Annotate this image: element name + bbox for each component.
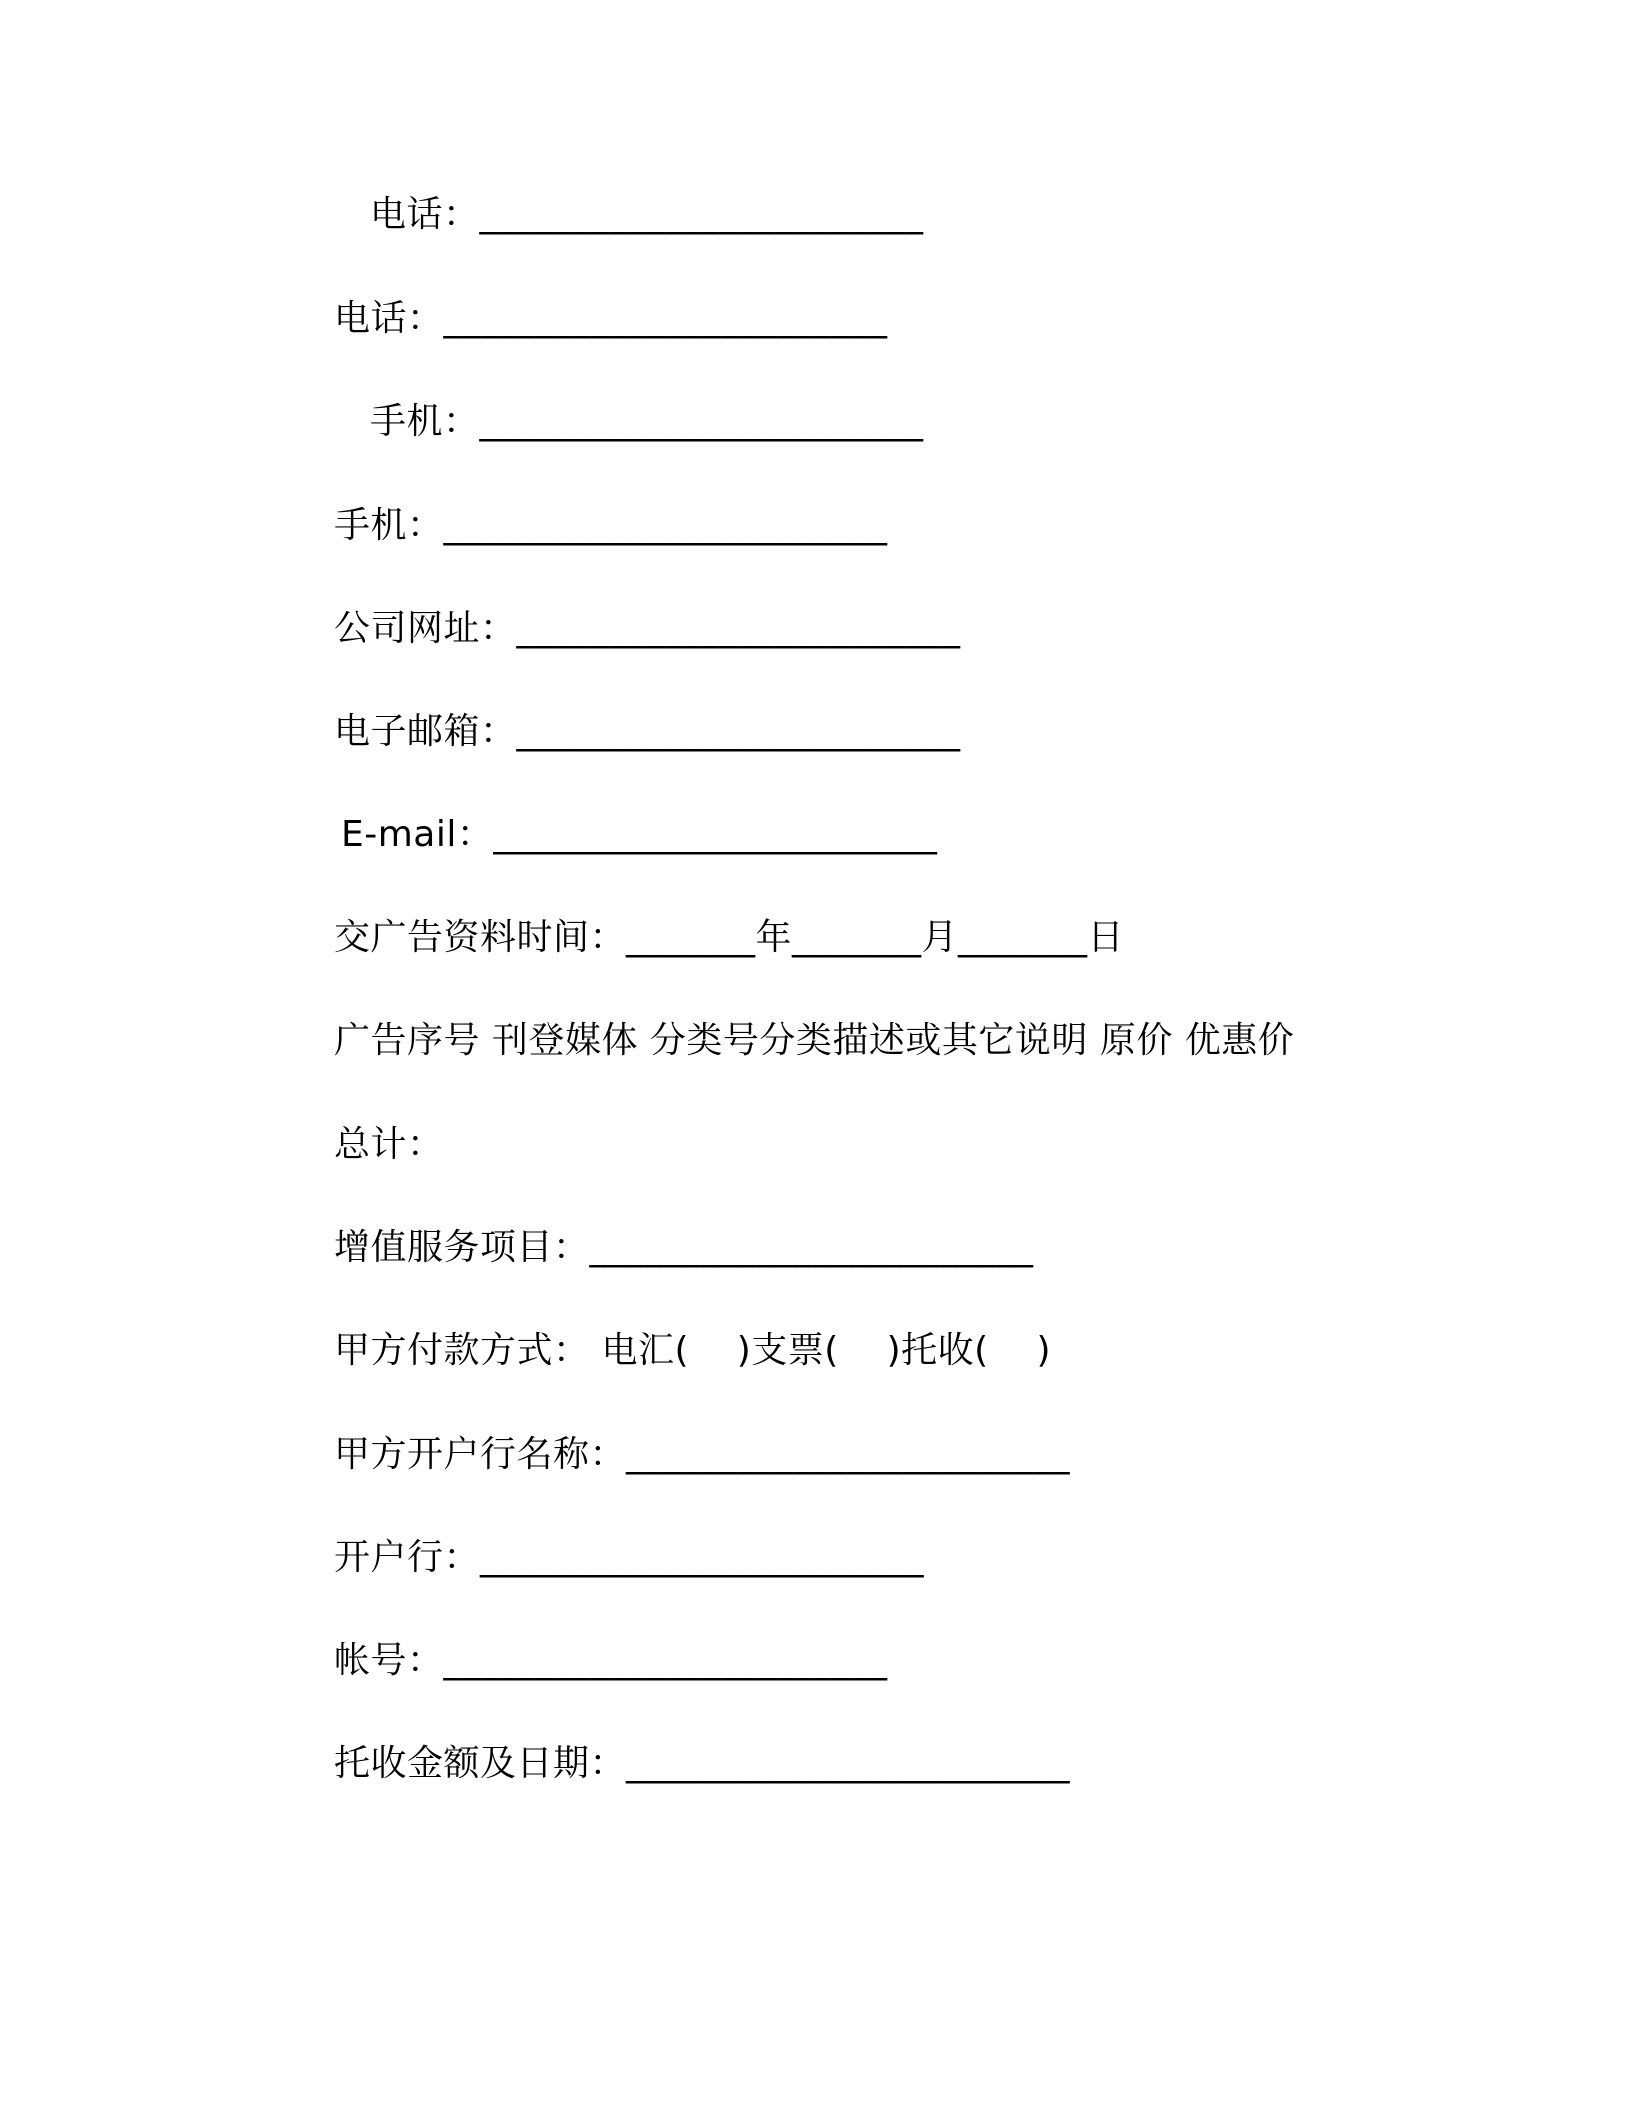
mobile-line-2: 手机：________________________ xyxy=(334,505,888,546)
mobile-line-1: 手机：________________________ xyxy=(370,401,924,442)
bank-line: 开户行：________________________ xyxy=(334,1537,925,1578)
value-added-line: 增值服务项目：________________________ xyxy=(334,1227,1034,1268)
total-line: 总计： xyxy=(334,1124,444,1165)
phone-line-2: 电话：________________________ xyxy=(334,298,888,339)
payment-method-line: 甲方付款方式： 电汇( )支票( )托收( ) xyxy=(334,1330,1052,1371)
email-en-line: E-mail：________________________ xyxy=(341,814,938,855)
ad-material-date-line: 交广告资料时间：_______年_______月_______日 xyxy=(334,917,1125,958)
collection-line: 托收金额及日期：________________________ xyxy=(334,1743,1071,1784)
website-line: 公司网址：________________________ xyxy=(334,608,961,649)
phone-line-1: 电话：________________________ xyxy=(370,194,924,235)
bank-name-line: 甲方开户行名称：________________________ xyxy=(334,1434,1071,1475)
table-header-line: 广告序号 刊登媒体 分类号分类描述或其它说明 原价 优惠价 xyxy=(334,1020,1295,1061)
account-line: 帐号：________________________ xyxy=(334,1640,888,1681)
email-cn-line: 电子邮箱：________________________ xyxy=(334,711,961,752)
